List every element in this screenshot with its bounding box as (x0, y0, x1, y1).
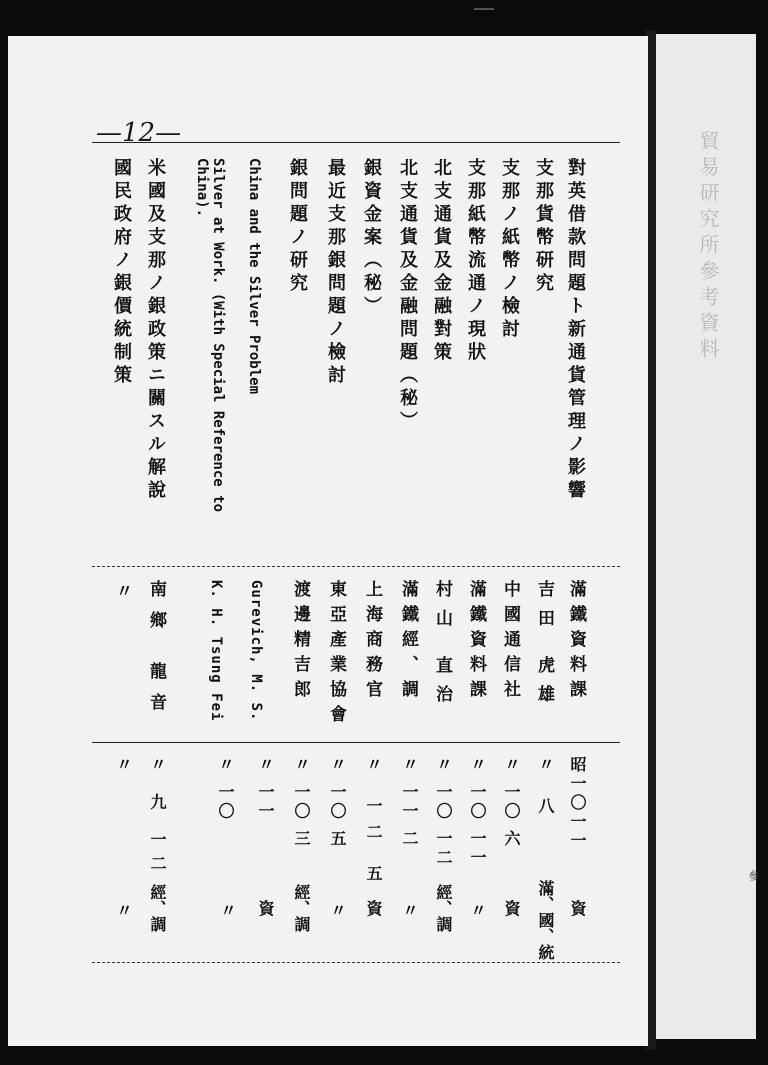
entry-date: 〃 一一 二 (400, 756, 419, 850)
entry-date: 〃 一〇 (216, 756, 235, 822)
entry-note: 資 (256, 900, 275, 916)
entry-date: 〃 一〇 三 (292, 756, 311, 850)
bottom-rule (92, 962, 620, 963)
entry-title: 北支通貨及金融問題（秘） (397, 158, 418, 434)
entry-date: 〃 一〇 五 (328, 756, 347, 850)
side-label: 貿易研究所參考資料 (696, 130, 720, 364)
rule-author-date (92, 742, 620, 743)
entry-title: Silver at Work. (With Special Reference to China). (194, 158, 227, 513)
entry-date: 〃 (114, 756, 133, 775)
entry-date: 〃 八 (536, 756, 555, 824)
entry-title: 支那紙幣流通ノ現狀 (465, 158, 486, 365)
entry-note: 經、調 (148, 884, 167, 932)
entry-title: 北支通貨及金融對策 (431, 158, 452, 365)
entry-author: K. H. Tsung Fei (208, 580, 225, 722)
entry-title: 支那ノ紙幣ノ檢討 (499, 158, 520, 342)
entry-author: Gurevich, M. S. (248, 580, 265, 722)
entry-title: China and the Silver Problem (246, 158, 263, 395)
entry-note: 經、調 (292, 884, 311, 932)
page-number: —12— (96, 118, 182, 148)
top-rule (92, 142, 620, 143)
entry-note: 〃 (400, 902, 419, 918)
entry-note: 資 (502, 900, 521, 916)
rule-title-author (92, 566, 620, 567)
entry-note: 〃 (468, 902, 487, 918)
entry-author: 東亞產業協會 (326, 580, 346, 730)
entry-author: 滿鐵資料課 (466, 580, 486, 705)
entry-author: 〃 (112, 582, 132, 607)
side-mark: 參 (747, 870, 760, 881)
entry-author: 上海商務官 (362, 580, 382, 705)
entry-author: 渡邊精吉郎 (290, 580, 310, 705)
entry-author: 南鄉 龍音 (146, 580, 166, 724)
entry-title: 支那貨幣研究 (533, 158, 554, 296)
entry-note: 〃 (114, 902, 133, 918)
entry-note: 經、調 (434, 884, 453, 932)
entry-author: 中國通信社 (500, 580, 520, 705)
entry-author: 滿鐵經、調 (398, 580, 418, 705)
binding-clip (474, 0, 494, 10)
entry-title: 銀問題ノ研究 (287, 158, 308, 296)
entry-author: 村山 直治 (432, 580, 452, 714)
entry-date: 〃 一〇 一二 (434, 756, 453, 869)
entry-author: 吉田 虎雄 (534, 580, 554, 714)
entry-title: 對英借款問題ト新通貨管理ノ影響 (565, 158, 586, 503)
entry-date: 〃 一一 (256, 756, 275, 822)
entry-note: 滿、國、統 (536, 880, 555, 960)
entry-note: 〃 (328, 902, 347, 918)
entry-date: 〃 九 一二 (148, 756, 167, 880)
entry-author: 滿鐵資料課 (566, 580, 586, 705)
entry-note: 資 (364, 900, 383, 916)
entry-note: 資 (568, 900, 587, 916)
entry-title: 銀資金案（秘） (361, 158, 382, 319)
entry-title: 最近支那銀問題ノ檢討 (325, 158, 346, 388)
entry-title: 國民政府ノ銀價統制策 (111, 158, 132, 388)
entry-date: 〃 一二 五 (364, 756, 383, 892)
entry-date: 〃 一〇 六 (502, 756, 521, 850)
entry-title: 米國及支那ノ銀政策ニ關スル解說 (145, 158, 166, 503)
entry-date: 〃 一〇 一一 (468, 756, 487, 869)
entry-date: 昭一〇一一 (568, 756, 587, 851)
entry-note: 〃 (218, 902, 237, 918)
